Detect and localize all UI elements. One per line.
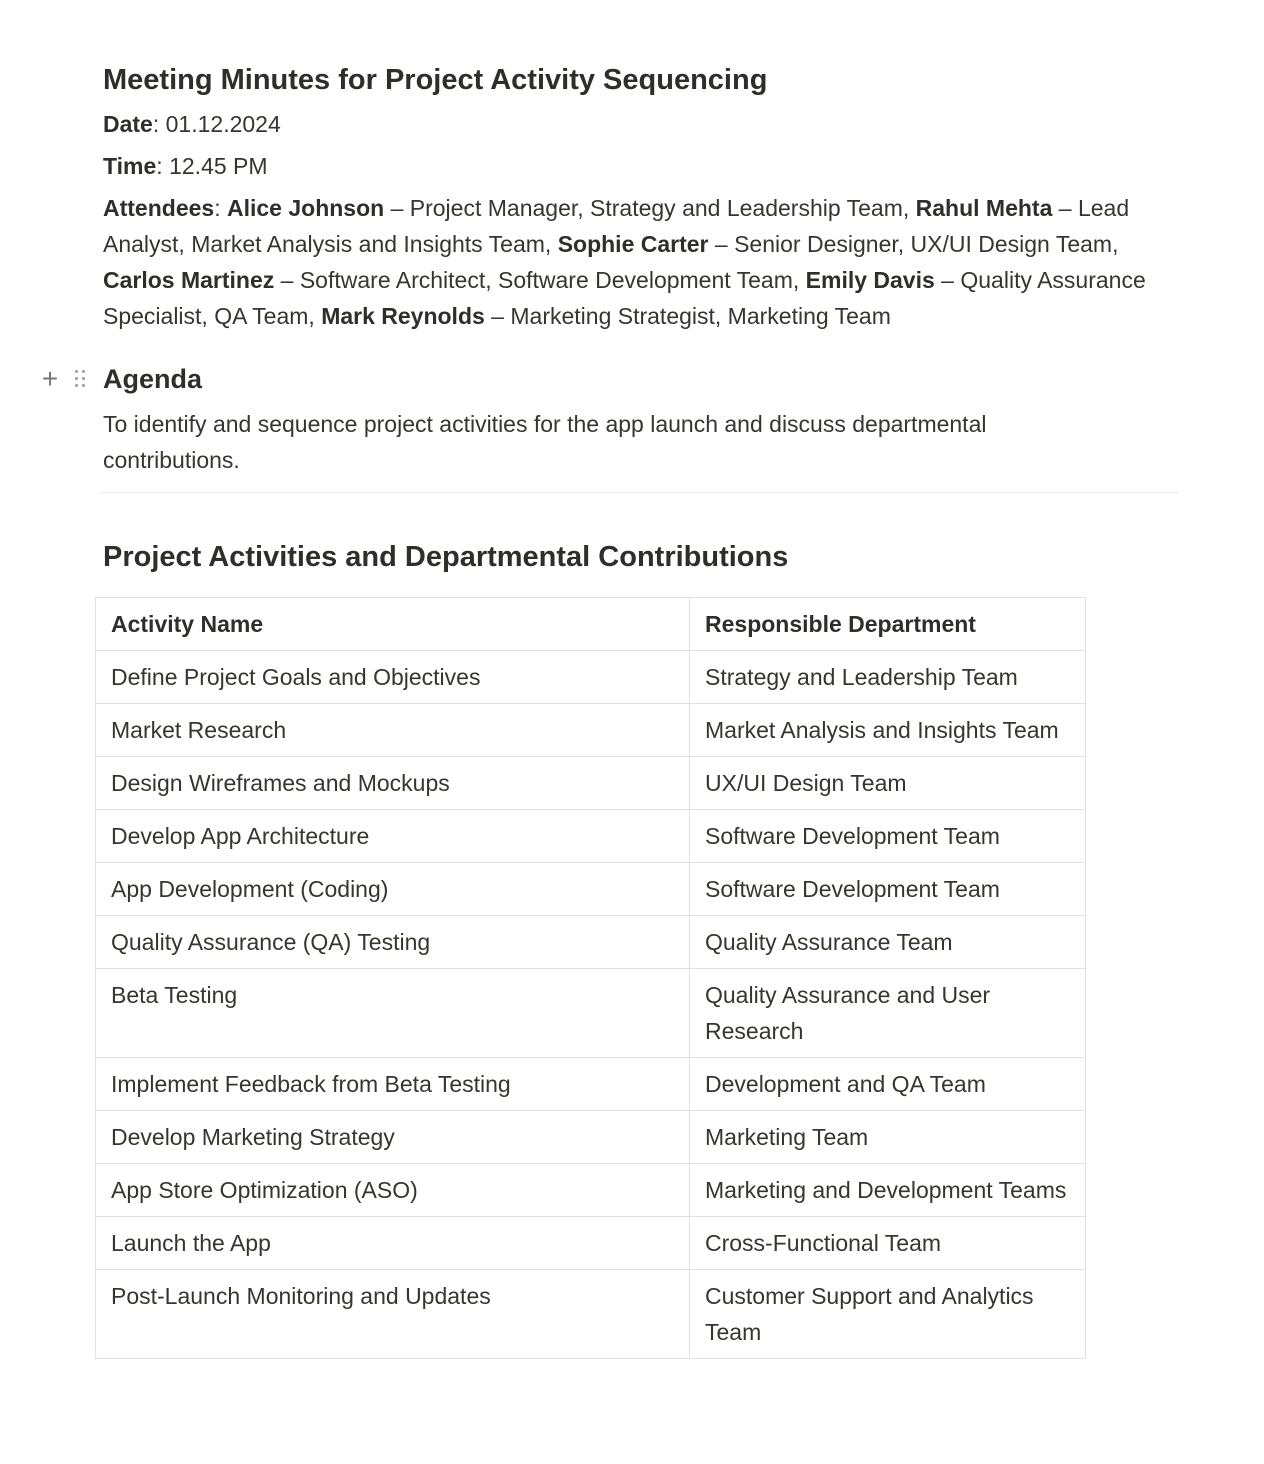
- table-row: [96, 1164, 1086, 1217]
- department-cell[interactable]: UX/UI Design Team: [690, 757, 1086, 810]
- agenda-block: [41, 360, 1179, 478]
- activity-name-cell[interactable]: Define Project Goals and Objectives: [96, 651, 690, 704]
- table-row: [96, 651, 1086, 704]
- activity-name-cell[interactable]: Develop Marketing Strategy: [96, 1111, 690, 1164]
- attendee-role: Software Architect, Software Development Team: [299, 267, 793, 293]
- table-row: [96, 757, 1086, 810]
- department-cell[interactable]: Software Development Team: [690, 810, 1086, 863]
- table-row: [96, 1111, 1086, 1164]
- attendee-role: Project Manager, Strategy and Leadership Team: [409, 195, 903, 221]
- date-label: Date: [103, 111, 153, 137]
- table-row: [96, 704, 1086, 757]
- activities-heading[interactable]: Project Activities and Departmental Contributions: [103, 541, 789, 573]
- time-value: 12.45 PM: [169, 153, 268, 179]
- department-cell[interactable]: Development and QA Team: [690, 1058, 1086, 1111]
- activity-name-cell[interactable]: Launch the App: [96, 1217, 690, 1270]
- table-body: [96, 651, 1086, 1359]
- activity-name-cell[interactable]: Market Research: [96, 704, 690, 757]
- department-cell[interactable]: Strategy and Leadership Team: [690, 651, 1086, 704]
- attendee-name: Emily Davis: [805, 267, 935, 293]
- attendee-name: Carlos Martinez: [103, 267, 275, 293]
- department-cell[interactable]: Marketing Team: [690, 1111, 1086, 1164]
- document-content: [41, 60, 1179, 1359]
- table-row: [96, 969, 1086, 1058]
- attendees-label: Attendees: [103, 195, 215, 221]
- department-cell[interactable]: Software Development Team: [690, 863, 1086, 916]
- table-header-row: [96, 598, 1086, 651]
- attendee-role: Lead Analyst, Market Analysis and Insights Team: [103, 195, 1130, 257]
- department-cell[interactable]: Marketing and Development Teams: [690, 1164, 1086, 1217]
- department-cell[interactable]: Customer Support and Analytics Team: [690, 1270, 1086, 1359]
- attendee-role: Quality Assurance Specialist, QA Team: [103, 267, 1146, 329]
- column-header-department[interactable]: Responsible Department: [690, 598, 1086, 651]
- column-header-activity[interactable]: Activity Name: [96, 598, 690, 651]
- attendee-role: Marketing Strategist, Marketing Team: [510, 303, 891, 329]
- date-line[interactable]: Date: 01.12.2024: [103, 111, 281, 137]
- attendee-name: Rahul Mehta: [915, 195, 1053, 221]
- plus-icon[interactable]: +: [41, 363, 59, 394]
- drag-handle-icon[interactable]: [75, 370, 87, 388]
- activities-table: [95, 597, 1086, 1359]
- divider: [100, 492, 1179, 493]
- time-line[interactable]: Time: 12.45 PM: [103, 153, 268, 179]
- activity-name-cell[interactable]: Post-Launch Monitoring and Updates: [96, 1270, 690, 1359]
- table-row: [96, 1058, 1086, 1111]
- attendee-name: Sophie Carter: [557, 231, 709, 257]
- department-cell[interactable]: Quality Assurance Team: [690, 916, 1086, 969]
- date-value: 01.12.2024: [165, 111, 281, 137]
- department-cell[interactable]: Market Analysis and Insights Team: [690, 704, 1086, 757]
- attendee-list: Alice Johnson – Project Manager, Strategy and Leadership Team, Rahul Mehta – Lead Analyst, Market Analysis and Insights Team, Sophie Carter – Senior Designer, UX/UI Design Team, Carlos Martinez – Software Architect, Software Development Team, Emily Davis – Quality Assurance Specialist, QA Team, Mark Reynolds – Marketing Strategist, Marketing Team: [103, 195, 1146, 329]
- activity-name-cell[interactable]: App Development (Coding): [96, 863, 690, 916]
- attendee-name: Mark Reynolds: [321, 303, 485, 329]
- agenda-heading[interactable]: Agenda: [103, 364, 203, 394]
- attendees-paragraph[interactable]: Attendees: Alice Johnson – Project Manager, Strategy and Leadership Team, Rahul Mehta – Lead Analyst, Market Analysis and Insights Team, Sophie Carter – Senior Designer, UX/UI Design Team, Carlos Martinez – Software Architect, Software Development Team, Emily Davis – Quality Assurance Specialist, QA Team, Mark Reynolds – Marketing Strategist, Marketing Team: [103, 195, 1146, 329]
- table-row: [96, 916, 1086, 969]
- department-cell[interactable]: Quality Assurance and User Research: [690, 969, 1086, 1058]
- table-row: [96, 810, 1086, 863]
- time-label: Time: [103, 153, 157, 179]
- activity-name-cell[interactable]: Implement Feedback from Beta Testing: [96, 1058, 690, 1111]
- activity-name-cell[interactable]: Develop App Architecture: [96, 810, 690, 863]
- activity-name-cell[interactable]: Quality Assurance (QA) Testing: [96, 916, 690, 969]
- table-row: [96, 863, 1086, 916]
- activity-name-cell[interactable]: App Store Optimization (ASO): [96, 1164, 690, 1217]
- page-title[interactable]: Meeting Minutes for Project Activity Sequencing: [103, 64, 768, 96]
- activity-name-cell[interactable]: Design Wireframes and Mockups: [96, 757, 690, 810]
- activity-name-cell[interactable]: Beta Testing: [96, 969, 690, 1058]
- table-row: [96, 1270, 1086, 1359]
- attendee-role: Senior Designer, UX/UI Design Team: [734, 231, 1113, 257]
- attendee-name: Alice Johnson: [226, 195, 385, 221]
- department-cell[interactable]: Cross-Functional Team: [690, 1217, 1086, 1270]
- block-controls: [39, 362, 87, 396]
- agenda-text[interactable]: To identify and sequence project activities for the app launch and discuss departmental contributions.: [103, 411, 987, 473]
- table-row: [96, 1217, 1086, 1270]
